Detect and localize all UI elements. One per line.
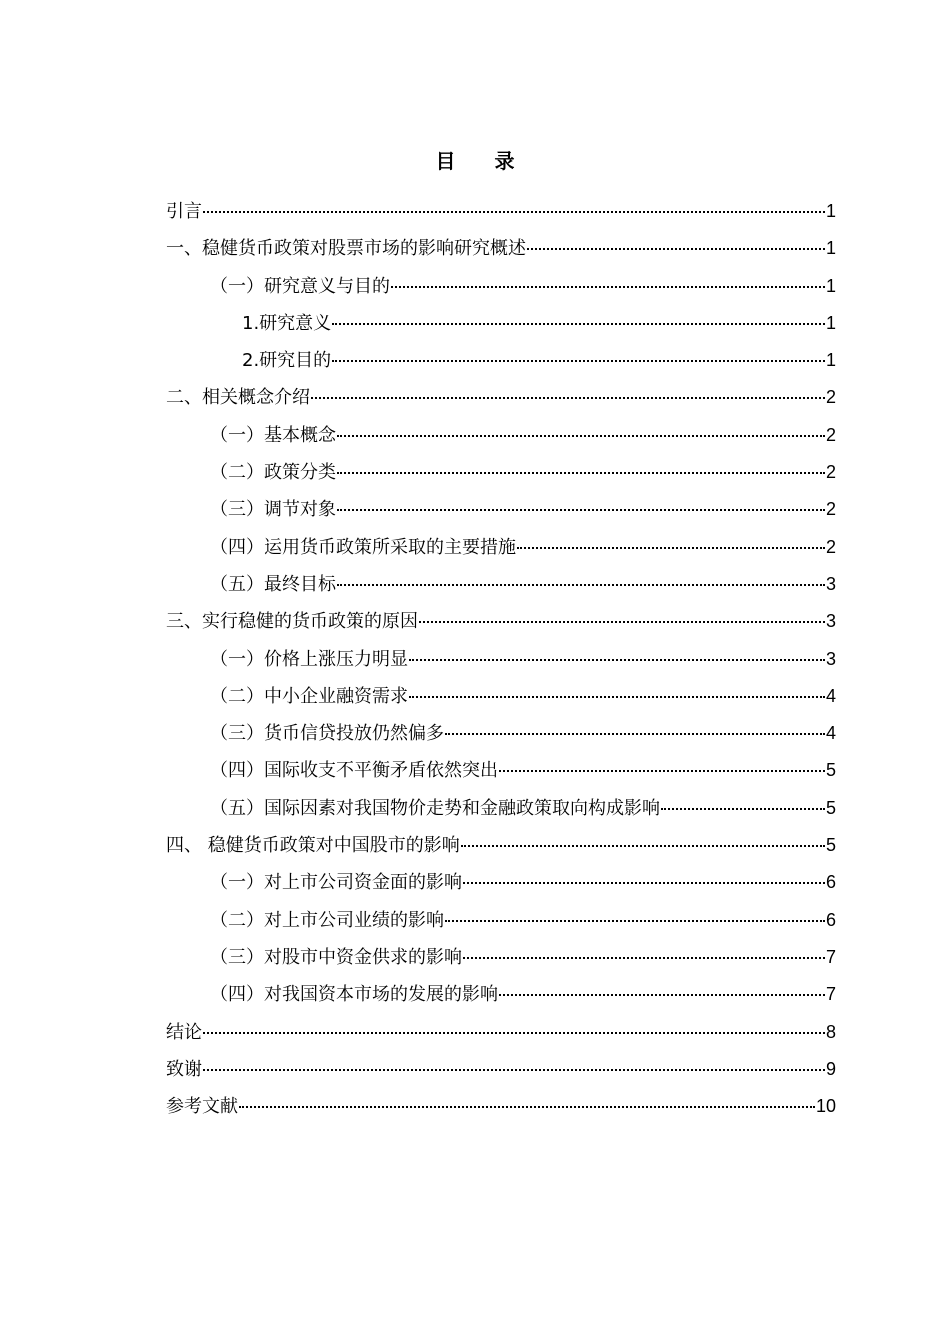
toc-dot-leader [409, 659, 825, 661]
toc-entry-label: 1.研究意义 [242, 312, 332, 334]
toc-entry-label: 一、稳健货币政策对股票市场的影响研究概述 [166, 238, 526, 260]
toc-dot-leader [391, 286, 825, 288]
toc-entry-label: （四）国际收支不平衡矛盾依然突出 [210, 760, 498, 782]
toc-dot-leader [337, 509, 825, 511]
toc-dot-leader [332, 323, 825, 325]
toc-entry[interactable] [166, 790, 836, 827]
toc-entry-page-number: 7 [825, 946, 836, 967]
toc-entry-label: （五）国际因素对我国物价走势和金融政策取向构成影响 [210, 797, 660, 819]
toc-dot-leader [463, 882, 825, 884]
toc-entry-page-number: 9 [825, 1058, 836, 1079]
toc-entry-page-number: 1 [825, 350, 836, 371]
toc-entry-page-number: 4 [825, 723, 836, 744]
toc-entry-page-number: 2 [825, 499, 836, 520]
toc-entry[interactable] [166, 379, 836, 416]
toc-entry[interactable] [166, 902, 836, 939]
toc-entry[interactable] [166, 342, 836, 379]
toc-title: 目 录 [435, 149, 531, 173]
toc-entry-page-number: 7 [825, 984, 836, 1005]
toc-dot-leader [337, 435, 825, 437]
toc-entry[interactable] [166, 976, 836, 1013]
toc-entry[interactable] [166, 491, 836, 528]
toc-entry[interactable] [166, 529, 836, 566]
toc-entry-page-number: 1 [825, 275, 836, 296]
toc-entry-label: （一）基本概念 [210, 424, 336, 446]
toc-dot-leader [239, 1106, 815, 1108]
toc-dot-leader [527, 248, 825, 250]
toc-entry[interactable] [166, 678, 836, 715]
toc-dot-leader [499, 770, 825, 772]
toc-entry-page-number: 3 [825, 611, 836, 632]
toc-entry[interactable] [166, 305, 836, 342]
toc-dot-leader [445, 733, 825, 735]
toc-entry[interactable] [166, 268, 836, 305]
toc-dot-leader [337, 472, 825, 474]
toc-entry-page-number: 4 [825, 685, 836, 706]
toc-entry-label: 四、 稳健货币政策对中国股市的影响 [166, 835, 460, 857]
toc-entry-label: （三）调节对象 [210, 499, 336, 521]
toc-entry-page-number: 5 [825, 797, 836, 818]
toc-entry[interactable] [166, 1014, 836, 1051]
toc-dot-leader [203, 1069, 825, 1071]
toc-entry[interactable] [166, 827, 836, 864]
toc-dot-leader [499, 994, 825, 996]
toc-entry[interactable] [166, 230, 836, 267]
toc-entry[interactable] [166, 566, 836, 603]
toc-dot-leader [419, 621, 825, 623]
toc-entry-page-number: 2 [825, 387, 836, 408]
toc-entry-label: （二）中小企业融资需求 [210, 685, 408, 707]
toc-entry[interactable] [166, 454, 836, 491]
toc-entry-label: 2.研究目的 [242, 350, 332, 372]
toc-entry-page-number: 5 [825, 835, 836, 856]
toc-entry-page-number: 1 [825, 238, 836, 259]
toc-entry-page-number: 6 [825, 909, 836, 930]
toc-entry-label: （四）对我国资本市场的发展的影响 [210, 984, 498, 1006]
toc-entry[interactable] [166, 1051, 836, 1088]
toc-entry-page-number: 2 [825, 536, 836, 557]
toc-entry-label: 二、相关概念介绍 [166, 387, 310, 409]
toc-dot-leader [332, 360, 825, 362]
toc-entry-page-number: 1 [825, 312, 836, 333]
toc-entry-page-number: 8 [825, 1021, 836, 1042]
toc-dot-leader [463, 957, 825, 959]
toc-entry-page-number: 10 [815, 1096, 836, 1117]
toc-dot-leader [461, 845, 825, 847]
toc-entry-label: （三）对股市中资金供求的影响 [210, 946, 462, 968]
toc-dot-leader [203, 211, 825, 213]
toc-entry[interactable] [166, 641, 836, 678]
toc-entry-label: （二）政策分类 [210, 462, 336, 484]
toc-entry-page-number: 1 [825, 201, 836, 221]
toc-entry-label: （五）最终目标 [210, 573, 336, 595]
toc-entry-label: 三、实行稳健的货币政策的原因 [166, 611, 418, 633]
toc-entry[interactable] [166, 603, 836, 640]
toc-dot-leader [409, 696, 825, 698]
toc-dot-leader [517, 547, 825, 549]
toc-entry-label: （三）货币信贷投放仍然偏多 [210, 723, 444, 745]
toc-entry-label: 结论 [166, 1021, 202, 1043]
toc-entry-page-number: 6 [825, 872, 836, 893]
toc-entry[interactable] [166, 193, 836, 230]
toc-entry-label: （四）运用货币政策所采取的主要措施 [210, 536, 516, 558]
toc-entry[interactable] [166, 939, 836, 976]
toc-entry-label: 参考文献 [166, 1096, 238, 1118]
toc-entry-page-number: 3 [825, 573, 836, 594]
toc-entry[interactable] [166, 715, 836, 752]
toc-entry-label: （一）研究意义与目的 [210, 275, 390, 297]
toc-entry-page-number: 2 [825, 462, 836, 483]
toc-entry-label: 引言 [166, 201, 202, 222]
toc-entry[interactable] [166, 752, 836, 789]
toc-entry[interactable] [166, 417, 836, 454]
toc-entry-label: （一）对上市公司资金面的影响 [210, 872, 462, 894]
toc-dot-leader [445, 920, 825, 922]
toc-entry-page-number: 5 [825, 760, 836, 781]
toc-entry[interactable] [166, 864, 836, 901]
toc-entry-label: （一）价格上涨压力明显 [210, 648, 408, 670]
toc-entry-page-number: 2 [825, 424, 836, 445]
toc-dot-leader [203, 1032, 825, 1034]
toc-entry[interactable] [166, 1088, 836, 1125]
toc-dot-leader [311, 397, 825, 399]
toc-list [166, 193, 836, 1125]
toc-dot-leader [661, 808, 825, 810]
toc-entry-label: 致谢 [166, 1058, 202, 1080]
toc-dot-leader [337, 584, 825, 586]
toc-entry-label: （二）对上市公司业绩的影响 [210, 909, 444, 931]
toc-entry-page-number: 3 [825, 648, 836, 669]
